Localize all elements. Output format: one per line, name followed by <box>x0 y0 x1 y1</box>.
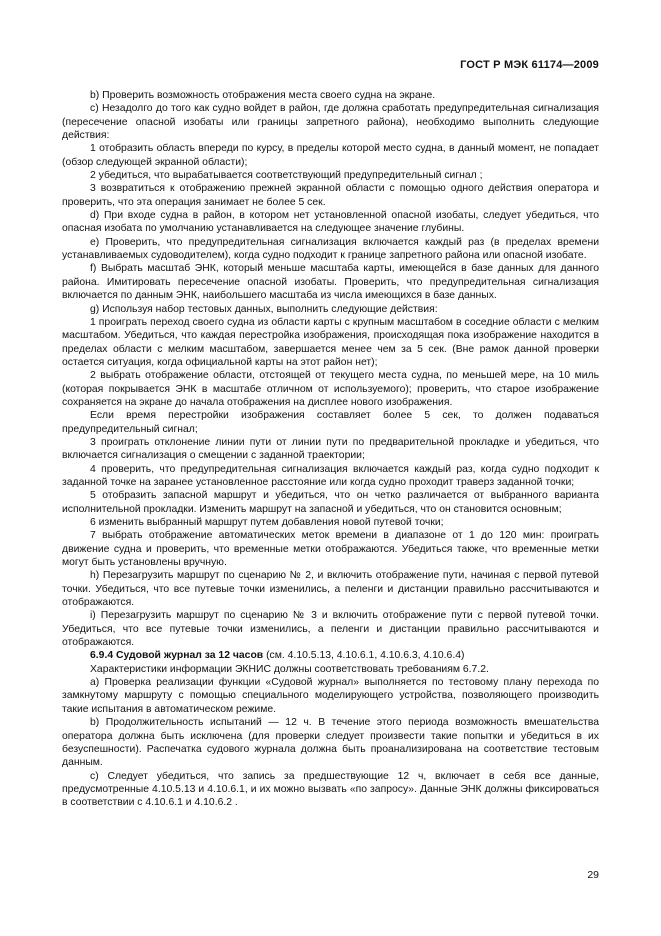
paragraph: 6 изменить выбранный маршрут путем добавления новой путевой точки; <box>90 517 444 528</box>
paragraph: c) Следует убедиться, что запись за предшествующие 12 ч, включает в себя все данные, предусмотренные 4.10.5.13 и 4.10.6.1, и их можно вызвать «по запросу». Данные ЭНК должны фиксироваться в соответствии с 4.10.6.1 и 4.10.6.2 . <box>62 770 599 809</box>
paragraph: c) Незадолго до того как судно войдет в район, где должна сработать предупредительная сигнализация (пересечение опасной изобаты или границы запретного района), необходимо выполнить следующие действия: <box>62 103 599 142</box>
page-number: 29 <box>587 869 599 881</box>
standard-header: ГОСТ Р МЭК 61174—2009 <box>460 59 599 71</box>
paragraph: 5 отобразить запасной маршрут и убедиться, что он четко различается от выбранного варианта исполнительной прокладки. Изменить маршрут на запасной и убедиться, что он становится основным; <box>62 490 599 515</box>
paragraph: 4 проверить, что предупредительная сигнализация включается каждый раз, когда судно подходит к заданной точке на заранее установленное расстояние или когда судно проходит траверз заданной точки; <box>62 463 599 488</box>
paragraph: b) Проверить возможность отображения места своего судна на экране. <box>90 90 436 101</box>
paragraph: 1 проиграть переход своего судна из области карты с крупным масштабом в соседние области с мелким масштабом. Убедиться, что каждая перестройка изображения, происходящая пока изображение находится в пределах области с мелким масштабом, завершается менее чем за 5 сек. (Вне рамок данной проверки остается ситуация, когда официальной карты на этот район нет); <box>62 316 599 368</box>
paragraph: 1 отобразить область впереди по курсу, в пределы которой место судна, в данный момент, не попадает (обзор следующей экранной области); <box>62 143 599 168</box>
paragraph: Если время перестройки изображения составляет более 5 сек, то должен подаваться предупредительный сигнал; <box>62 410 599 435</box>
paragraph: e) Проверить, что предупредительная сигнализация включается каждый раз (в пределах времени устанавливаемых судоводителем), когда судно подходит к границе запретного района или опасной изобате. <box>62 236 599 262</box>
paragraph: f) Выбрать масштаб ЭНК, который меньше масштаба карты, имеющейся в базе данных для данного района. Имитировать пересечение опасной изобаты. Проверить, что предупредительная сигнализация включается по данным ЭНК, наибольшего масштаба из числа имеющихся в базе данных. <box>62 263 599 302</box>
paragraph: d) При входе судна в район, в котором нет установленной опасной изобаты, следует убедиться, что опасная изобата по умолчанию устанавливается на следующее значение глубины. <box>62 210 599 235</box>
paragraph: 2 убедиться, что вырабатывается соответствующий предупредительный сигнал ; <box>90 170 483 182</box>
paragraph: b) Продолжительность испытаний — 12 ч. В течение этого периода возможность вмешательства оператора должна быть исключена (для проверки следует произвести такие попытки и убедиться в их безуспешности). Распечатка судового журнала должна быть проанализирована на соответствие тестовым данным. <box>62 717 599 769</box>
paragraph: a) Проверка реализации функции «Судовой журнал» выполняется по тестовому плану перехода по замкнутому маршруту с помощью специального моделирующего устройства, позволяющего производить такие испытания в автоматическом режиме. <box>62 677 599 715</box>
paragraph: h) Перезагрузить маршрут по сценарию № 2, и включить отображение пути, начиная с первой путевой точки. Убедиться, что все путевые точки изменились, а пеленги и дистанции правильно рассчитываются и отображаются. <box>62 570 599 609</box>
paragraph: i) Перезагрузить маршрут по сценарию № 3 и включить отображение пути с первой путевой точки. Убедиться, что все путевые точки изменились, а пеленги и дистанции правильно рассчитываются и отображаются. <box>62 610 599 649</box>
section-title: 6.9.4 Судовой журнал за 12 часов <box>90 650 264 662</box>
paragraph: 3 проиграть отклонение линии пути от линии пути по предварительной прокладке и убедиться, что включается сигнализация о смещении с заданной траектории; <box>62 436 599 462</box>
paragraph: 3 возвратиться к отображению прежней экранной области с помощью одного действия оператора и проверить, что эта операция занимает не более 5 сек. <box>62 183 599 208</box>
paragraph: g) Используя набор тестовых данных, выполнить следующие действия: <box>90 303 438 315</box>
paragraph: 7 выбрать отображение автоматических меток времени в диапазоне от 1 до 120 мин: проиграть движение судна и проверить, что временные метки отображаются. Убедиться также, что временные метки могут быть установлены вручную. <box>62 530 599 569</box>
document-body <box>62 89 599 810</box>
section-heading: 6.9.4 Судовой журнал за 12 часов (см. 4.10.5.13, 4.10.6.1, 4.10.6.3, 4.10.6.4) <box>90 650 465 662</box>
paragraph: 2 выбрать отображение области, отстоящей от текущего места судна, по меньшей мере, на 10 миль (которая покрывается ЭНК в масштабе отличном от используемого); проверить, что старое изображение сохраняется на экране до начала отображения на дисплее нового изображения. <box>62 370 599 408</box>
paragraph: Характеристики информации ЭКНИС должны соответствовать требованиям 6.7.2. <box>90 663 489 675</box>
